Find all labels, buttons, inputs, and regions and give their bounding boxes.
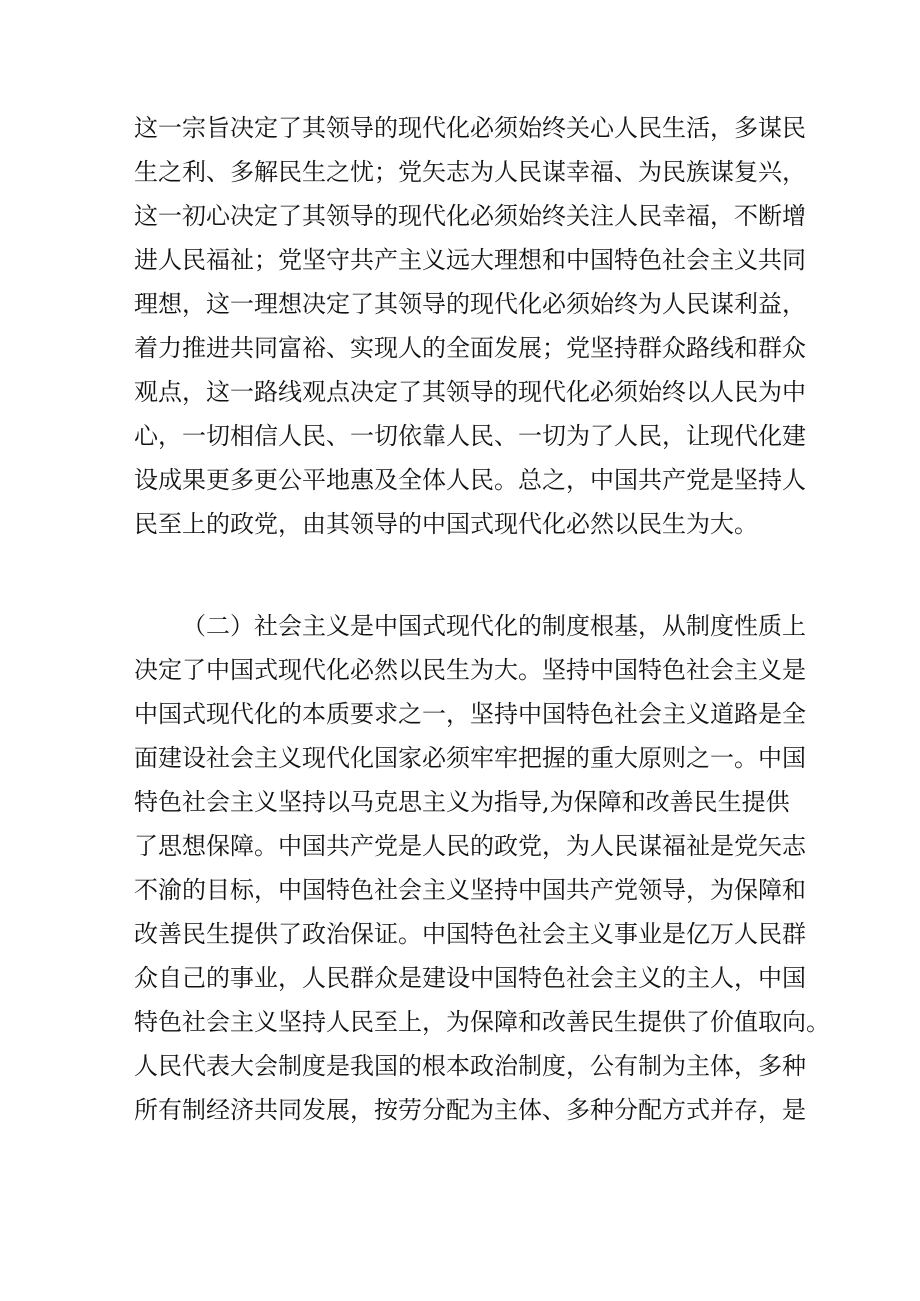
- paragraph-line: 理想，这一理想决定了其领导的现代化必须始终为人民谋利益，: [134, 290, 806, 318]
- paragraph-line: 改善民生提供了政治保证。中国特色社会主义事业是亿万人民群: [134, 920, 806, 948]
- paragraph-line: 这一初心决定了其领导的现代化必须始终关注人民幸福，不断增: [134, 202, 806, 230]
- paragraph-line: 人民代表大会制度是我国的根本政治制度，公有制为主体，多种: [134, 1052, 806, 1080]
- paragraph-line: 中国式现代化的本质要求之一，坚持中国特色社会主义道路是全: [134, 700, 806, 728]
- paragraph-line: 着力推进共同富裕、实现人的全面发展；党坚持群众路线和群众: [134, 334, 806, 362]
- paragraph-line: 面建设社会主义现代化国家必须牢牢把握的重大原则之一。中国: [134, 744, 806, 772]
- paragraph-line: 众自己的事业，人民群众是建设中国特色社会主义的主人，中国: [134, 964, 806, 992]
- paragraph-line: 这一宗旨决定了其领导的现代化必须始终关心人民生活，多谋民: [134, 114, 806, 142]
- paragraph-line: 民至上的政党，由其领导的中国式现代化必然以民生为大。: [134, 510, 758, 538]
- paragraph-line: 决定了中国式现代化必然以民生为大。坚持中国特色社会主义是: [134, 656, 806, 684]
- paragraph-line: 生之利、多解民生之忧；党矢志为人民谋幸福、为民族谋复兴，: [134, 158, 806, 186]
- paragraph-line: 特色社会主义坚持以马克思主义为指导,为保障和改善民生提供: [134, 788, 790, 816]
- paragraph-line: 观点，这一路线观点决定了其领导的现代化必须始终以人民为中: [134, 378, 806, 406]
- paragraph-line: 了思想保障。中国共产党是人民的政党，为人民谋福祉是党矢志: [134, 832, 806, 860]
- paragraph-line: 所有制经济共同发展，按劳分配为主体、多种分配方式并存，是: [134, 1096, 806, 1124]
- paragraph-line: 特色社会主义坚持人民至上，为保障和改善民生提供了价值取向。: [134, 1008, 830, 1036]
- paragraph-line: 进人民福祉；党坚守共产主义远大理想和中国特色社会主义共同: [134, 246, 806, 274]
- paragraph-line: （二）社会主义是中国式现代化的制度根基，从制度性质上: [182, 612, 806, 640]
- paragraph-line: 心，一切相信人民、一切依靠人民、一切为了人民，让现代化建: [134, 422, 806, 450]
- paragraph-line: 不渝的目标，中国特色社会主义坚持中国共产党领导，为保障和: [134, 876, 806, 904]
- paragraph-1: [134, 106, 806, 546]
- paragraph-2: [134, 604, 830, 1132]
- paragraph-line: 设成果更多更公平地惠及全体人民。总之，中国共产党是坚持人: [134, 466, 806, 494]
